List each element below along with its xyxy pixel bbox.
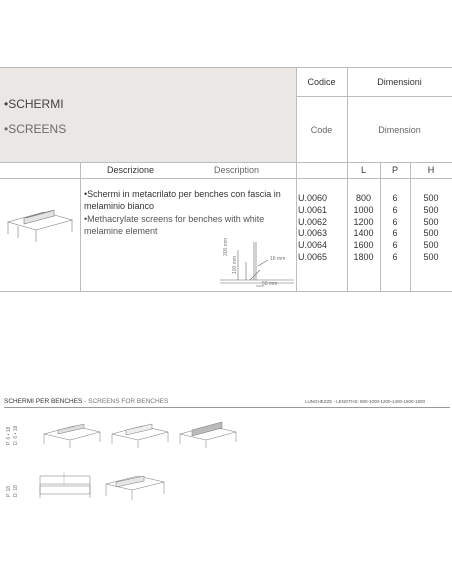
cell-p: 6 xyxy=(392,240,398,251)
row2-label-a: P. 18 xyxy=(6,485,12,497)
codice-label: Codice xyxy=(307,77,336,87)
dimension-label-16: 16 mm xyxy=(270,256,286,262)
col-divider-code xyxy=(296,67,297,291)
cell-l: 800 xyxy=(355,193,372,203)
footer-lengths: LUNGHEZZE - LENGTHS: 800-1000-1200-1400-1600-1800 xyxy=(305,399,426,404)
cell-l: 1200 xyxy=(353,216,374,227)
cell-h: 500 xyxy=(423,204,439,215)
footer-divider xyxy=(4,407,450,408)
table-bottom-border xyxy=(0,291,452,292)
bench-screen-illustration xyxy=(4,200,78,250)
cell-code: U.0061 xyxy=(298,204,328,215)
code-label: Code xyxy=(310,125,333,135)
footer-title-it: SCHERMI PER BENCHES xyxy=(4,398,83,405)
table-top-border xyxy=(0,67,452,68)
column-p: P xyxy=(391,165,398,175)
cell-h: 500 xyxy=(423,193,439,203)
bench-illustration-1 xyxy=(40,420,104,450)
footer-title-en: - SCREENS FOR BENCHES xyxy=(82,398,169,405)
cell-p: 6 xyxy=(392,252,398,262)
columns-bottom-border xyxy=(0,178,452,179)
header-panel xyxy=(0,67,296,162)
title-italian: •SCHERMI xyxy=(4,97,64,111)
column-descrizione: Descrizione xyxy=(107,165,155,175)
cell-code: U.0064 xyxy=(298,240,328,251)
cell-h: 500 xyxy=(423,252,439,262)
product-description-it: •Schermi in metacrilato per benches con fascia in melaminio bianco xyxy=(84,189,281,211)
col-divider-image xyxy=(80,162,81,291)
footer-title xyxy=(4,398,168,405)
cell-code: U.0063 xyxy=(298,228,328,239)
cell-l: 1000 xyxy=(353,204,374,215)
row2-label-b: D. 18 xyxy=(13,485,19,497)
column-l: L xyxy=(360,165,366,175)
product-description-en: •Methacrylate screens for benches with white melamine element xyxy=(84,214,265,236)
cell-h: 500 xyxy=(423,216,439,227)
cell-h: 500 xyxy=(423,240,439,251)
bench-illustration-2 xyxy=(108,420,172,450)
dimension-label: Dimension xyxy=(378,125,421,135)
cell-p: 6 xyxy=(392,216,398,227)
cell-p: 6 xyxy=(392,204,398,215)
dimension-label-300: 300 mm xyxy=(223,237,229,256)
cell-code: U.0065 xyxy=(298,252,328,262)
cell-code: U.0062 xyxy=(298,216,328,227)
dimensioni-label: Dimensioni xyxy=(377,77,422,87)
column-description: Description xyxy=(214,165,260,175)
dimension-label-50: 50 mm xyxy=(262,281,278,287)
dimension-label-100: 100 mm xyxy=(232,255,238,274)
header-divider xyxy=(296,96,452,97)
row1-label-a: P. 6 • 18 xyxy=(6,426,12,445)
row1-label-b: D. 6 • 18 xyxy=(13,425,19,445)
cell-l: 1800 xyxy=(353,252,374,262)
cell-h: 500 xyxy=(423,228,439,239)
cell-l: 1400 xyxy=(353,228,374,239)
title-english: •SCREENS xyxy=(4,122,67,136)
bench-illustration-4 xyxy=(36,468,100,500)
column-h: H xyxy=(427,165,435,175)
cell-p: 6 xyxy=(392,193,398,203)
cell-code: U.0060 xyxy=(298,193,328,203)
columns-top-border xyxy=(0,162,452,163)
cell-p: 6 xyxy=(392,228,398,239)
bench-illustration-5 xyxy=(104,470,168,502)
bench-illustration-3 xyxy=(176,418,240,448)
cell-l: 1600 xyxy=(353,240,374,251)
